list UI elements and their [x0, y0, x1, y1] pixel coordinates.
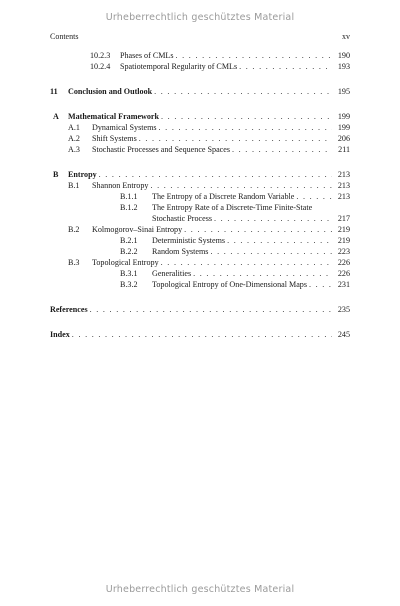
toc-entry-number: B.1 [68, 181, 80, 190]
toc-entry-title: The Entropy of a Discrete Random Variable [152, 192, 295, 201]
toc-entry-continuation[interactable] [50, 213, 350, 224]
toc-entry-title: Topological Entropy of One-Dimensional Maps [152, 280, 307, 289]
toc-entry-title-continued: Stochastic Process [152, 214, 213, 223]
toc-leader-dots [139, 133, 332, 144]
toc-leader-dots [232, 144, 332, 155]
toc-entry[interactable] [50, 144, 350, 155]
toc-entry-title: Stochastic Processes and Sequence Spaces [92, 145, 231, 154]
toc-entry[interactable] [50, 61, 350, 72]
toc-entry-number: B.2 [68, 225, 80, 234]
table-of-contents [50, 50, 350, 340]
toc-entry-number: B.3.2 [120, 280, 138, 289]
toc-entry[interactable] [50, 246, 350, 257]
toc-entry[interactable] [50, 257, 350, 268]
toc-appendix[interactable] [50, 111, 350, 122]
toc-appendix-letter: A [53, 112, 59, 121]
header-page-number: xv [342, 32, 350, 41]
toc-index[interactable] [50, 329, 350, 340]
toc-leader-dots [161, 111, 332, 122]
toc-entry[interactable] [50, 133, 350, 144]
toc-entry-title: Phases of CMLs [120, 51, 174, 60]
header-section-title: Contents [50, 32, 79, 41]
toc-entry-number: B.3.1 [120, 269, 138, 278]
toc-entry-title: Spatiotemporal Regularity of CMLs [120, 62, 238, 71]
toc-entry-title: Dynamical Systems [92, 123, 157, 132]
toc-entry[interactable] [50, 202, 350, 213]
toc-entry-title: Random Systems [152, 247, 209, 256]
toc-references[interactable] [50, 304, 350, 315]
toc-appendix-page: 199 [337, 112, 350, 121]
toc-chapter[interactable] [50, 86, 350, 97]
toc-entry-page: 199 [337, 123, 350, 132]
toc-entry-page: 211 [338, 145, 350, 154]
toc-entry-title: Shannon Entropy [92, 181, 149, 190]
toc-entry-number: B.2.2 [120, 247, 138, 256]
toc-leader-dots [193, 268, 332, 279]
toc-entry-page: 217 [337, 214, 350, 223]
toc-index-page: 245 [337, 330, 350, 339]
toc-leader-dots [161, 257, 332, 268]
toc-appendix-title: Mathematical Framework [68, 112, 160, 121]
toc-entry-number: A.1 [68, 123, 80, 132]
toc-leader-dots [296, 191, 332, 202]
toc-entry[interactable] [50, 180, 350, 191]
toc-entry-number: B.1.2 [120, 203, 138, 212]
toc-entry-title: Topological Entropy [92, 258, 159, 267]
toc-entry-title: Generalities [152, 269, 192, 278]
toc-chapter-number: 11 [50, 87, 58, 96]
toc-leader-dots [309, 279, 332, 290]
toc-entry-title: Deterministic Systems [152, 236, 226, 245]
toc-entry-number: 10.2.4 [90, 62, 111, 71]
toc-entry-number: B.3 [68, 258, 80, 267]
toc-references-page: 235 [337, 305, 350, 314]
toc-leader-dots [150, 180, 332, 191]
toc-entry-title: The Entropy Rate of a Discrete-Time Finite-State [152, 203, 313, 212]
toc-appendix-page: 213 [337, 170, 350, 179]
toc-leader-dots [154, 86, 332, 97]
toc-entry-page: 213 [337, 181, 350, 190]
toc-references-title: References [50, 305, 88, 314]
toc-entry-page: 231 [337, 280, 350, 289]
toc-entry-title: Kolmogorov–Sinai Entropy [92, 225, 183, 234]
toc-entry-page: 223 [337, 247, 350, 256]
toc-leader-dots [227, 235, 332, 246]
toc-entry-title: Shift Systems [92, 134, 137, 143]
toc-entry[interactable] [50, 50, 350, 61]
toc-entry-number: A.3 [68, 145, 80, 154]
toc-entry[interactable] [50, 268, 350, 279]
toc-entry[interactable] [50, 224, 350, 235]
toc-entry-page: 190 [337, 51, 350, 60]
toc-entry-page: 226 [337, 258, 350, 267]
toc-leader-dots [72, 329, 332, 340]
toc-appendix-letter: B [53, 170, 59, 179]
toc-entry[interactable] [50, 122, 350, 133]
toc-appendix-title: Entropy [68, 170, 97, 179]
toc-entry-page: 226 [337, 269, 350, 278]
toc-entry-page: 219 [337, 236, 350, 245]
toc-leader-dots [239, 61, 332, 72]
toc-entry-page: 213 [337, 192, 350, 201]
toc-leader-dots [90, 304, 332, 315]
toc-leader-dots [210, 246, 332, 257]
toc-leader-dots [176, 50, 332, 61]
watermark-bottom: Urheberrechtlich geschütztes Material [105, 584, 295, 595]
toc-entry-page: 193 [337, 62, 350, 71]
toc-entry-number: B.1.1 [120, 192, 138, 201]
toc-entry-number: A.2 [68, 134, 80, 143]
toc-leader-dots [184, 224, 332, 235]
toc-appendix[interactable] [50, 169, 350, 180]
toc-entry[interactable] [50, 235, 350, 246]
toc-leader-dots [214, 213, 332, 224]
toc-entry-page: 206 [337, 134, 350, 143]
toc-entry-page: 219 [337, 225, 350, 234]
toc-leader-dots [99, 169, 332, 180]
toc-index-title: Index [50, 330, 70, 339]
toc-entry-number: B.2.1 [120, 236, 138, 245]
watermark-top: Urheberrechtlich geschütztes Material [105, 12, 295, 23]
toc-chapter-page: 195 [337, 87, 350, 96]
toc-entry[interactable] [50, 279, 350, 290]
toc-leader-dots [159, 122, 332, 133]
toc-entry[interactable] [50, 191, 350, 202]
toc-chapter-title: Conclusion and Outlook [68, 87, 153, 96]
toc-entry-number: 10.2.3 [90, 51, 111, 60]
